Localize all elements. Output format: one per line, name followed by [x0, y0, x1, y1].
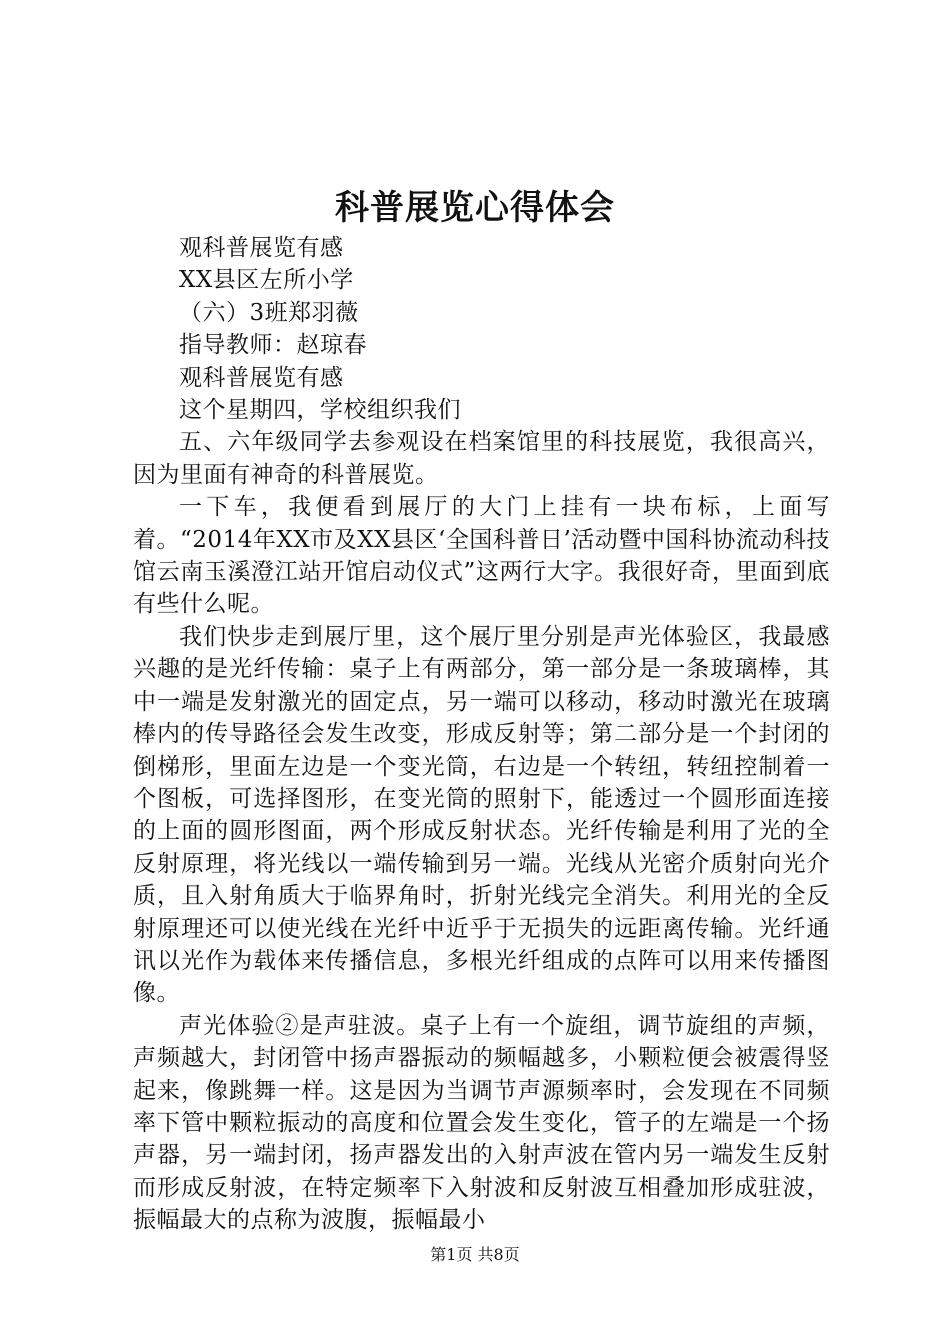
paragraph: XX县区左所小学 — [179, 267, 354, 294]
paragraph: 一下车，我便看到展厅的大门上挂有一块布标，上面写着。“2014年XX市及XX县区‘全国科普日’活动暨中国科协流动科技馆云南玉溪澄江站开馆启动仪式”这两行大字。我很好奇，里面到底有些什么呢。 — [133, 494, 830, 618]
paragraph: 这个星期四，学校组织我们 — [179, 397, 461, 424]
paragraph: 五、六年级同学去参观设在档案馆里的科技展览，我很高兴，因为里面有神奇的科普展览。 — [133, 429, 830, 488]
paragraph: （六）3班郑羽薇 — [179, 299, 359, 326]
document-body — [133, 232, 830, 1237]
paragraph: 我们快步走到展厅里，这个展厅里分别是声光体验区，我最感兴趣的是光纤传输：桌子上有两部分，第一部分是一条玻璃棒，其中一端是发射激光的固定点，另一端可以移动，移动时激光在玻璃棒内的传导路径会发生改变，形成反射等；第二部分是一个封闭的倒梯形，里面左边是一个变光筒，右边是一个转纽，转纽控制着一个图板，可选择图形，在变光筒的照射下，能透过一个圆形面连接的上面的圆形图面，两个形成反射状态。光纤传输是利用了光的全反射原理，将光线以一端传输到另一端。光线从光密介质射向光介质，且入射角质大于临界角时，折射光线完全消失。利用光的全反射原理还可以使光线在光纤中近乎于无损失的远距离传输。光纤通讯以光作为载体来传播信息，多根光纤组成的点阵可以用来传播图像。 — [133, 623, 830, 1007]
paragraph: 观科普展览有感 — [179, 235, 344, 261]
paragraph: 指导教师：赵琼春 — [179, 332, 367, 359]
paragraph: 观科普展览有感 — [179, 364, 344, 391]
document-title: 科普展览心得体会 — [335, 188, 615, 228]
paragraph: 声光体验②是声驻波。桌子上有一个旋组，调节旋组的声频，声频越大，封闭管中扬声器振动的频幅越多，小颗粒便会被震得竖起来，像跳舞一样。这是因为当调节声源频率时，会发现在不同频率下管中颗粒振动的高度和位置会发生变化，管子的左端是一个扬声器，另一端封闭，扬声器发出的入射声波在管内另一端发生反射而形成反射波，在特定频率下入射波和反射波互相叠加形成驻波，振幅最大的点称为波腹，振幅最小 — [133, 1012, 830, 1234]
page-number-footer: 第1页 共8页 — [430, 1245, 520, 1264]
